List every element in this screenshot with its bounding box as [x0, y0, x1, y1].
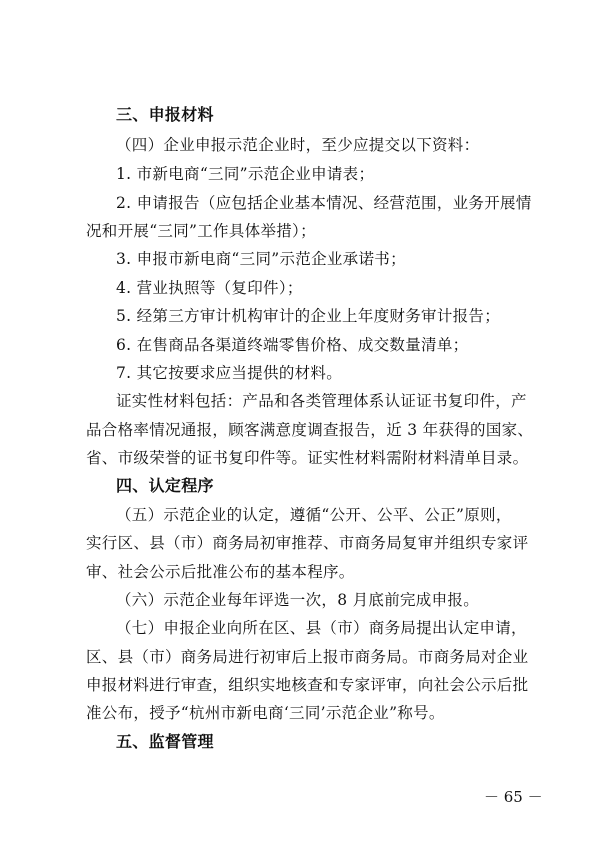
list-item: 1. 市新电商“三同”示范企业申请表； [116, 165, 375, 183]
paragraph-5-line: 实行区、县（市）商务局初审推荐、市商务局复审并组织专家评 [86, 534, 529, 552]
list-item: 2. 申请报告（应包括企业基本情况、经营范围，业务开展情 [116, 194, 532, 212]
page-number: － 65 － [484, 788, 543, 806]
paragraph-7-line: 准公布，授予“杭州市新电商‘三同’示范企业”称号。 [86, 704, 445, 722]
paragraph-7-line: 区、县（市）商务局进行初审后上报市商务局。市商务局对企业 [86, 648, 529, 666]
paragraph-4: （四）企业申报示范企业时，至少应提交以下资料： [116, 136, 480, 154]
paragraph-7: （七）申报企业向所在区、县（市）商务局提出认定申请， [116, 619, 527, 637]
list-item: 7. 其它按要求应当提供的材料。 [116, 364, 343, 382]
section-heading-procedure: 四、认定程序 [116, 476, 214, 495]
list-item: 6. 在售商品各渠道终端零售价格、成交数量清单； [116, 336, 469, 354]
paragraph-5: （五）示范企业的认定，遵循“公开、公平、公正”原则， [116, 506, 512, 524]
paragraph-6: （六）示范企业每年评选一次，8 月底前完成申报。 [116, 591, 479, 609]
proof-paragraph-line: 省、市级荣誉的证书复印件等。证实性材料需附材料清单目录。 [86, 449, 529, 467]
section-heading-materials: 三、申报材料 [116, 105, 214, 124]
list-item: 5. 经第三方审计机构审计的企业上年度财务审计报告； [116, 307, 501, 325]
proof-paragraph: 证实性材料包括：产品和各类管理体系认证证书复印件，产 [116, 392, 527, 410]
list-item: 4. 营业执照等（复印件）； [116, 279, 303, 297]
paragraph-7-line: 申报材料进行审查，组织实地核查和专家评审，向社会公示后批 [86, 676, 529, 694]
list-item: 3. 申报市新电商“三同”示范企业承诺书； [116, 250, 406, 268]
list-item-continuation: 况和开展“三同”工作具体举措）； [86, 222, 316, 240]
proof-paragraph-line: 品合格率情况通报，顾客满意度调查报告，近 3 年获得的国家、 [86, 421, 534, 439]
paragraph-5-line: 审、社会公示后批准公布的基本程序。 [86, 563, 355, 581]
section-heading-supervision: 五、监督管理 [116, 732, 214, 751]
